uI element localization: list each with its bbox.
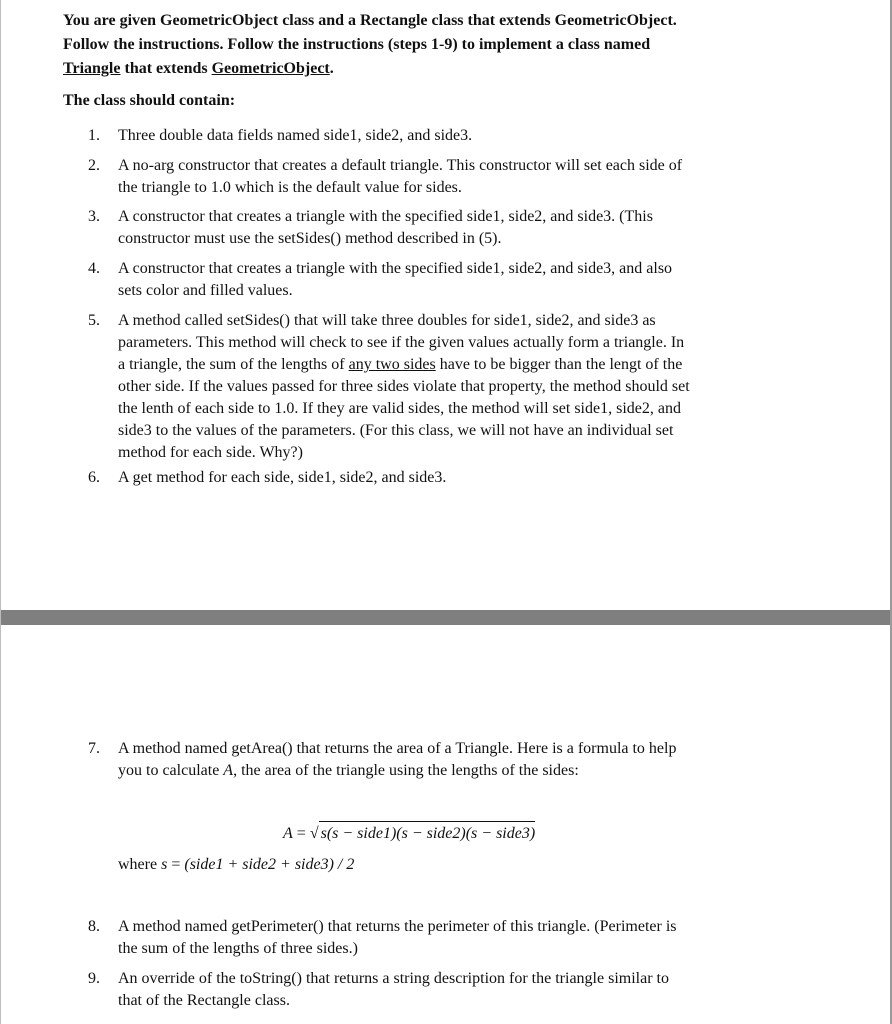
item-line: parameters. This method will check to see if the given values actually form a triangle. In (118, 334, 685, 351)
section-heading: The class should contain: (63, 92, 236, 109)
item-text (118, 125, 783, 147)
item-line-text: you to calculate (118, 762, 224, 779)
formula-equals: = (292, 825, 310, 842)
item-line: A constructor that creates a triangle with the specified side1, side2, and side3. (This (118, 208, 653, 225)
item-text (118, 467, 783, 489)
item-number: 7. (88, 740, 100, 757)
item-number: 1. (88, 127, 100, 144)
where-clause (118, 853, 354, 877)
item-line: that of the Rectangle class. (118, 992, 290, 1009)
intro-line-3-text: that extends (120, 60, 212, 77)
item-line: the lenth of each side to 1.0. If they are valid sides, the method will set side1, side2, and (118, 400, 681, 417)
item-number: 2. (88, 157, 100, 174)
item-line (118, 760, 783, 782)
page-divider (0, 610, 892, 625)
item-line: other side. If the values passed for three sides violate that property, the method should set (118, 378, 690, 395)
item-text (118, 206, 783, 250)
where-label: where (118, 856, 162, 873)
item-line: Three double data fields named side1, side2, and side3. (118, 127, 473, 144)
item-text (118, 968, 783, 1012)
formula-lhs: A (283, 825, 293, 842)
item-text (118, 916, 783, 960)
item-text (118, 310, 783, 464)
item-line: A method named getPerimeter() that returns the perimeter of this triangle. (Perimeter is (118, 918, 677, 935)
item-text (118, 155, 783, 199)
intro-geometricobject-term: GeometricObject (211, 60, 330, 77)
intro-triangle-term: Triangle (63, 60, 121, 77)
item-line-text: have to be bigger than the lengt of the (435, 356, 683, 373)
where-expression: (side1 + side2 + side3) / 2 (184, 856, 355, 873)
item-line: sets color and filled values. (118, 282, 293, 299)
item-line: A get method for each side, side1, side2, and side3. (118, 469, 447, 486)
any-two-sides-term: any two sides (348, 356, 436, 373)
intro-line-3 (63, 57, 863, 81)
intro-line-1: You are given GeometricObject class and a Rectangle class that extends GeometricObject. (63, 12, 677, 29)
item-line: A constructor that creates a triangle with the specified side1, side2, and side3, and also (118, 260, 673, 277)
where-equals: = (167, 856, 185, 873)
formula-radicand: s(s − side1)(s − side2)(s − side3) (319, 821, 536, 846)
item-line: constructor must use the setSides() method described in (5). (118, 230, 502, 247)
item-line: the sum of the lengths of three sides.) (118, 940, 358, 957)
item-line: the triangle to 1.0 which is the default value for sides. (118, 179, 462, 196)
area-variable: A (223, 762, 234, 779)
intro-paragraph (63, 9, 863, 81)
item-number: 9. (88, 970, 100, 987)
item-number: 8. (88, 918, 100, 935)
item-number: 3. (88, 208, 100, 225)
intro-line-2: Follow the instructions. Follow the instructions (steps 1-9) to implement a class named (63, 36, 651, 53)
where-variable: s (161, 856, 168, 873)
area-formula (283, 821, 535, 846)
item-line: side3 to the values of the parameters. (For this class, we will not have an individual set (118, 422, 674, 439)
item-text (118, 258, 783, 302)
page-edge-left (0, 0, 1, 1024)
item-line (118, 354, 783, 376)
item-line-text: a triangle, the sum of the lengths of (118, 356, 349, 373)
item-number: 6. (88, 469, 100, 486)
item-line: A no-arg constructor that creates a default triangle. This constructor will set each side of (118, 157, 683, 174)
item-line: A method called setSides() that will take three doubles for side1, side2, and side3 as (118, 312, 656, 329)
sqrt-symbol: √ (309, 825, 319, 842)
item-text (118, 738, 783, 782)
item-line: method for each side. Why?) (118, 444, 303, 461)
item-number: 4. (88, 260, 100, 277)
item-number: 5. (88, 312, 100, 329)
item-line-text: , the area of the triangle using the lengths of the sides: (233, 762, 579, 779)
item-line: An override of the toString() that returns a string description for the triangle similar to (118, 970, 669, 987)
intro-line-3-period: . (329, 60, 334, 77)
item-line: A method named getArea() that returns the area of a Triangle. Here is a formula to help (118, 740, 677, 757)
